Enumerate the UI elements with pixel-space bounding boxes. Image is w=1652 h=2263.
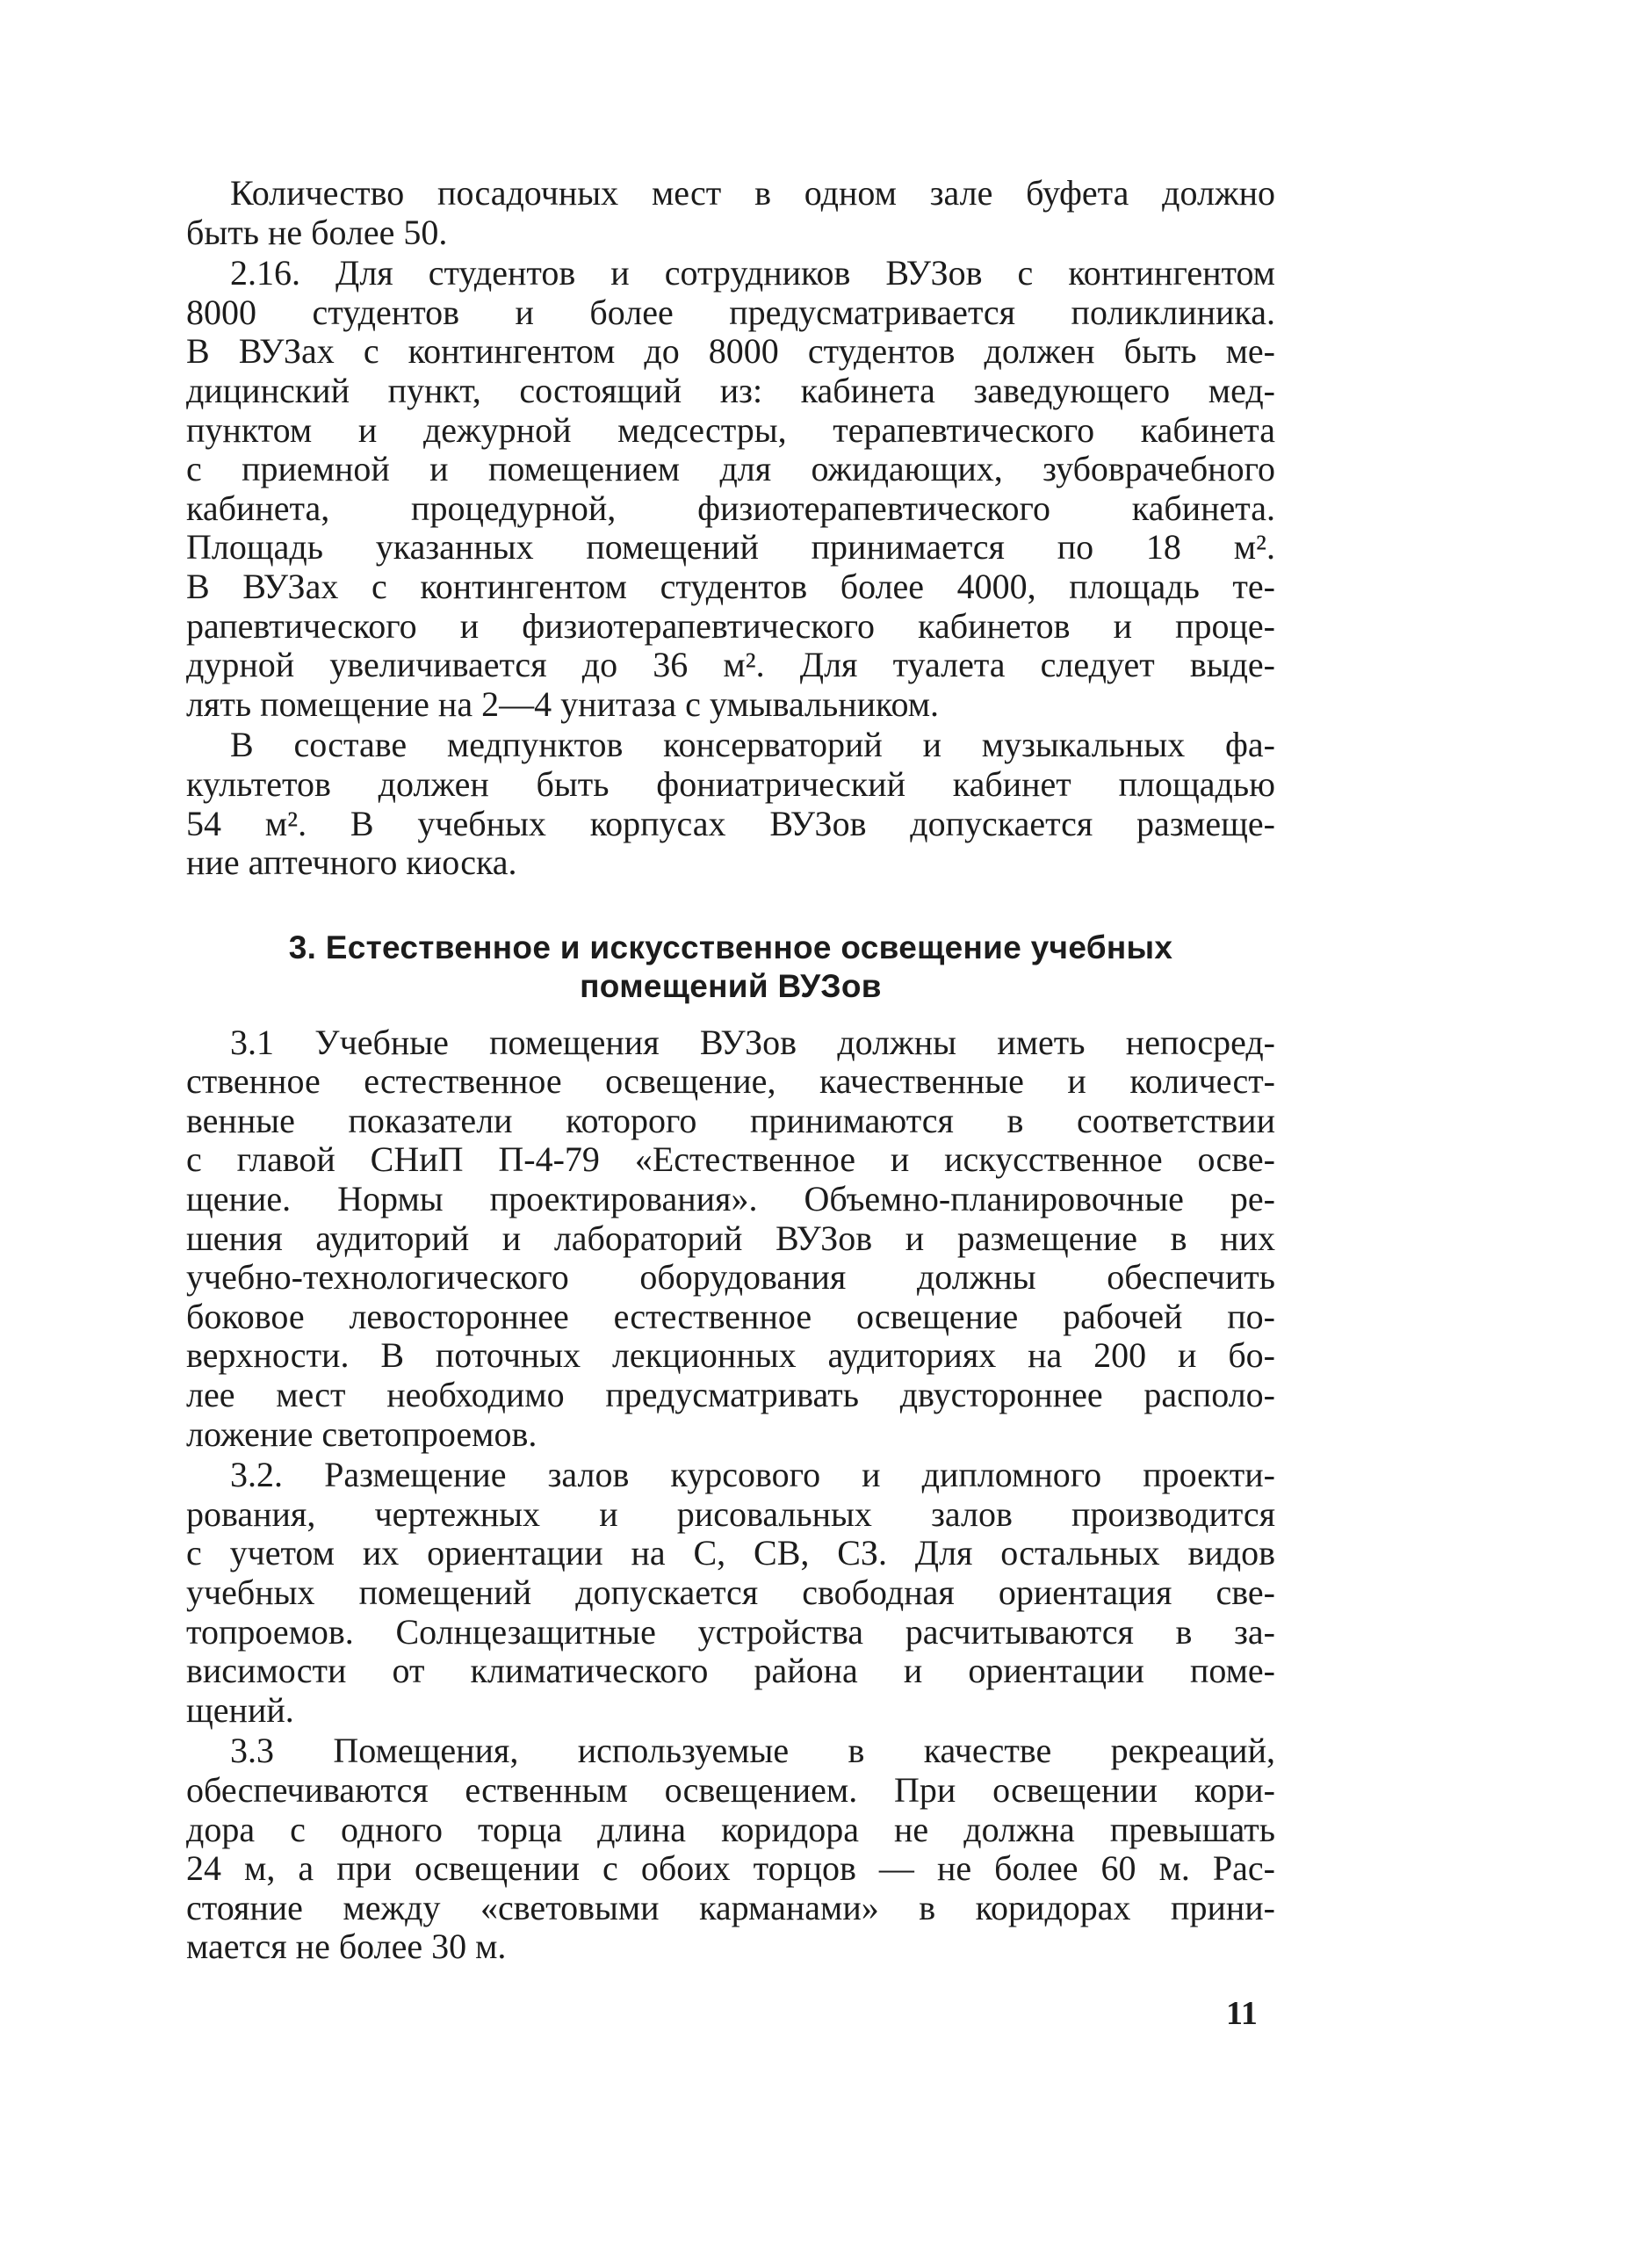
text-line: дурной увеличивается до 36 м². Для туалета следует выде- — [186, 645, 1275, 685]
text-line: пунктом и дежурной медсестры, терапевтического кабинета — [186, 409, 1275, 450]
text-line: учебно-технологического оборудования должны обеспечить — [186, 1257, 1275, 1298]
section-heading — [186, 929, 1275, 1006]
text-line: ственное естественное освещение, качественные и количест- — [186, 1061, 1275, 1102]
text-line: верхности. В поточных лекционных аудиториях на 200 и бо- — [186, 1335, 1275, 1376]
text-line: лее мест необходимо предусматривать двустороннее располо- — [186, 1375, 1275, 1415]
text-line: 3.2. Размещение залов курсового и дипломного проекти- — [230, 1455, 1275, 1495]
text-line: венные показатели которого принимаются в соответствии — [186, 1100, 1275, 1140]
text-line: Количество посадочных мест в одном зале буфета должно — [230, 173, 1275, 213]
paragraph — [186, 174, 1275, 252]
text-line: 54 м². В учебных корпусах ВУЗов допускается размеще- — [186, 803, 1275, 843]
text-line: 3.1 Учебные помещения ВУЗов должны иметь непосред- — [230, 1022, 1275, 1062]
paragraph — [186, 726, 1275, 882]
text-line: 8000 студентов и более предусматривается поликлиника. — [186, 292, 1275, 332]
section-heading-line-1: 3. Естественное и искусственное освещение учебных — [288, 929, 1173, 965]
text-line: дора с одного торца длина коридора не должна превышать — [186, 1809, 1275, 1849]
text-line: с главой СНиП П-4-79 «Естественное и искусственное осве- — [186, 1139, 1275, 1180]
text-line: учебных помещений допускается свободная ориентация све- — [186, 1573, 1275, 1612]
paragraph — [186, 1732, 1275, 1967]
text-line: кабинета, процедурной, физиотерапевтического кабинета. — [186, 488, 1275, 528]
text-line: мается не более 30 м. — [186, 1927, 507, 1967]
text-line: щений. — [186, 1689, 294, 1730]
text-line: 3.3 Помещения, используемые в качестве рекреаций, — [230, 1731, 1275, 1771]
text-line: В ВУЗах с контингентом студентов более 4000, площадь те- — [186, 566, 1275, 606]
text-line: культетов должен быть фониатрический кабинет площадью — [186, 763, 1275, 804]
text-line: стояние между «световыми карманами» в коридорах прини- — [186, 1887, 1275, 1927]
page-body — [186, 174, 1275, 1967]
paragraph — [186, 254, 1275, 724]
page-number: 11 — [1226, 1995, 1258, 2032]
text-line: висимости от климатического района и ориентации поме- — [186, 1651, 1275, 1691]
text-line: рапевтического и физиотерапевтического кабинетов и проце- — [186, 605, 1275, 646]
text-line: рования, чертежных и рисовальных залов производится — [186, 1493, 1275, 1534]
text-line: ложение светопроемов. — [186, 1413, 537, 1454]
text-block-bottom — [186, 1023, 1275, 1967]
text-line: Площадь указанных помещений принимается по 18 м². — [186, 527, 1275, 568]
text-line: лять помещение на 2—4 унитаза с умывальником. — [186, 683, 940, 724]
text-line: топроемов. Солнцезащитные устройства расчитываются в за- — [186, 1611, 1275, 1652]
text-line: В ВУЗах с контингентом до 8000 студентов должен быть ме- — [186, 331, 1275, 372]
text-line: ние аптечного киоска. — [186, 842, 517, 883]
section-heading-line-2: помещений ВУЗов — [580, 967, 882, 1004]
text-line: быть не более 50. — [186, 212, 448, 252]
text-line: щение. Нормы проектирования». Объемно-планировочные ре- — [186, 1179, 1275, 1219]
text-line: боковое левостороннее естественное освещение рабочей по- — [186, 1296, 1275, 1336]
paragraph — [186, 1023, 1275, 1455]
text-line: дицинский пункт, состоящий из: кабинета заведующего мед- — [186, 370, 1275, 410]
text-line: с приемной и помещением для ожидающих, зубоврачебного — [186, 449, 1275, 489]
text-line: В составе медпунктов консерваторий и музыкальных фа- — [230, 725, 1275, 765]
text-line: шения аудиторий и лабораторий ВУЗов и размещение в них — [186, 1218, 1275, 1258]
text-line: обеспечиваются ественным освещением. При освещении кори- — [186, 1769, 1275, 1810]
text-line: 24 м, а при освещении с обоих торцов — не более 60 м. Рас- — [186, 1848, 1275, 1889]
text-line: с учетом их ориентации на С, СВ, СЗ. Для остальных видов — [186, 1533, 1275, 1573]
paragraph — [186, 1456, 1275, 1730]
text-line: 2.16. Для студентов и сотрудников ВУЗов с контингентом — [230, 253, 1275, 293]
text-block-top — [186, 174, 1275, 883]
